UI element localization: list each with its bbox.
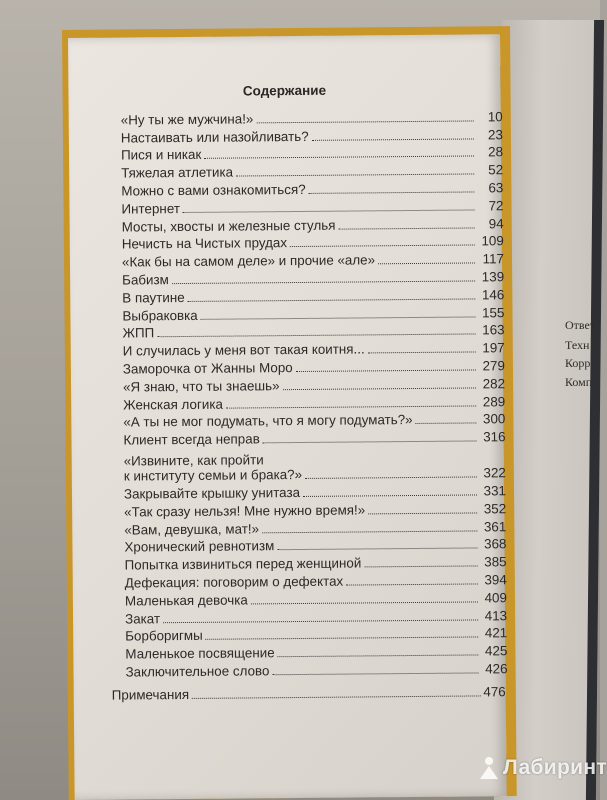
toc-entry (124, 444, 506, 483)
dot-leader (277, 548, 477, 551)
toc-entry-page: 282 (482, 375, 506, 392)
dot-leader (290, 245, 475, 248)
toc-entry-title: И случилась у меня вот такая коитня... (122, 341, 365, 359)
toc-entry-page: 197 (482, 340, 505, 356)
toc-entry-title: Закрывайте крышку унитаза (123, 484, 301, 502)
toc-entry-title: Пися и никак (120, 147, 202, 163)
dot-leader (262, 530, 477, 533)
toc-entry-title: Выбраковка (122, 307, 198, 324)
toc-entry-title: Интернет (121, 200, 180, 217)
toc-entry-page: 52 (488, 162, 504, 178)
toc-entry-page: 146 (481, 286, 505, 303)
dot-leader (251, 601, 478, 604)
toc-entry-page: 331 (483, 483, 507, 499)
toc-entry-page: 117 (482, 251, 505, 267)
dot-leader (364, 566, 477, 568)
toc-entry-title: Мосты, хвосты и железные стулья (121, 217, 336, 235)
dot-leader (172, 280, 475, 284)
dot-leader (226, 405, 476, 408)
toc-entry-page: 368 (484, 536, 507, 552)
dot-leader (163, 619, 478, 623)
toc-entry-title: ЖПП (122, 325, 155, 341)
dot-leader (303, 494, 477, 497)
dot-leader (183, 209, 475, 213)
toc-entry-title: Клиент всегда неправ (123, 431, 260, 448)
toc-entry-title: Закат (125, 610, 161, 627)
toc-entry-page: 476 (483, 684, 506, 700)
dot-leader (305, 477, 477, 479)
facing-page-text: Ответ (565, 318, 596, 332)
toc-entry-title: Женская логика (123, 396, 223, 413)
toc-entry-page: 425 (484, 643, 508, 659)
contents-page (68, 34, 507, 800)
dot-leader (338, 227, 474, 229)
toc-entry-title: В паутине (122, 289, 185, 306)
toc-entry-page: 426 (485, 661, 508, 677)
dot-leader (368, 352, 476, 354)
dot-leader (201, 316, 476, 319)
dot-leader (204, 156, 474, 159)
dot-leader (192, 695, 480, 699)
toc-entry-page: 109 (481, 233, 504, 249)
toc-entry-title: Маленькая девочка (124, 592, 248, 609)
toc-entry-title: «Я знаю, что ты знаешь» (122, 377, 280, 395)
toc-entry-title: «Как бы на самом деле» и прочие «але» (121, 252, 376, 270)
facing-page-text: Корр (565, 356, 591, 370)
toc-entry-title: Тяжелая атлетика (121, 164, 234, 181)
toc-entry-title: Нечисть на Чистых прудах (121, 235, 288, 252)
toc-entry-title: «А ты не мог подумать, что я могу подумать?» (123, 412, 413, 430)
toc-entry-page: 421 (484, 625, 508, 641)
toc-entry-title: Настаивать или назойливать? (120, 128, 309, 146)
dot-leader (272, 672, 478, 675)
watermark-text: Лабиринт (503, 756, 607, 779)
toc-entry-page: 316 (483, 429, 506, 445)
dot-leader (157, 334, 475, 338)
toc-entry-title: Маленькое посвящение (125, 645, 275, 662)
toc-entry-page: 300 (482, 411, 506, 427)
toc-entry-page: 394 (484, 572, 507, 588)
dot-leader (206, 637, 479, 640)
page-title: Содержание (242, 82, 327, 99)
dot-leader (283, 387, 476, 390)
toc-entry-title: Борборигмы (125, 628, 203, 644)
toc-entry-title: Бабизм (122, 272, 169, 288)
toc-entry-title: «Так сразу нельзя! Мне нужно время!» (124, 502, 366, 520)
dot-leader (416, 423, 477, 425)
toc-entry-page: 385 (484, 554, 507, 570)
toc-entry-title: «Вам, девушка, мат!» (124, 520, 260, 538)
dot-leader (312, 138, 474, 140)
dot-leader (296, 369, 476, 372)
dot-leader (256, 120, 473, 123)
facing-page-text: Комп (565, 375, 593, 389)
toc-entry-page: 322 (483, 465, 506, 481)
toc-entry-title: Можно с вами ознакомиться? (121, 181, 306, 199)
toc-entry-page: 94 (488, 215, 504, 231)
dot-leader (278, 655, 479, 658)
toc-entry-title: «Ну ты же мужчина!» (120, 111, 254, 128)
toc-entry-page: 139 (481, 269, 505, 285)
toc-entry-title: Хронический ревнотизм (124, 538, 275, 555)
toc-entry-title: Примечания (111, 686, 190, 703)
toc-entry-page: 409 (484, 589, 507, 606)
toc-entry-page: 279 (482, 358, 505, 374)
toc-entry-title: Заключительное слово (125, 663, 270, 680)
toc-entry-page: 10 (487, 109, 503, 125)
toc-entry-page: 23 (487, 126, 503, 142)
toc-entry-page: 352 (483, 500, 507, 517)
toc-entry-title: «Извините, как пройти к институту семьи и брака?» (123, 452, 303, 484)
toc-entry-page: 289 (482, 393, 506, 409)
book-cover-edge (586, 20, 604, 800)
toc-entry-page: 155 (482, 304, 505, 320)
toc-entry-title: Заморочка от Жанны Моро (122, 360, 293, 377)
toc-entry-title: Дефекация: поговорим о дефектах (124, 573, 344, 591)
toc-entry (125, 658, 507, 679)
toc-entry-page: 28 (488, 144, 504, 160)
toc-entry-page: 361 (483, 518, 507, 534)
dot-leader (378, 263, 475, 265)
labirint-watermark (478, 756, 607, 780)
dot-leader (346, 583, 478, 585)
toc-entry-notes (112, 684, 506, 702)
dot-leader (368, 512, 477, 514)
dot-leader (263, 441, 477, 444)
toc-entry-page: 163 (482, 322, 505, 338)
toc-entry-page: 63 (488, 180, 504, 196)
toc-entry-page: 72 (488, 197, 504, 214)
table-of-contents (121, 106, 508, 679)
facing-page-text: Техн (565, 338, 590, 352)
toc-entry-page: 413 (484, 607, 508, 623)
toc-entry-title: Попытка извиниться перед женщиной (124, 555, 362, 573)
facing-page-text: П (594, 140, 603, 154)
labirint-logo-icon (478, 756, 500, 780)
dot-leader (188, 298, 476, 302)
dot-leader (309, 191, 475, 193)
dot-leader (236, 174, 474, 177)
